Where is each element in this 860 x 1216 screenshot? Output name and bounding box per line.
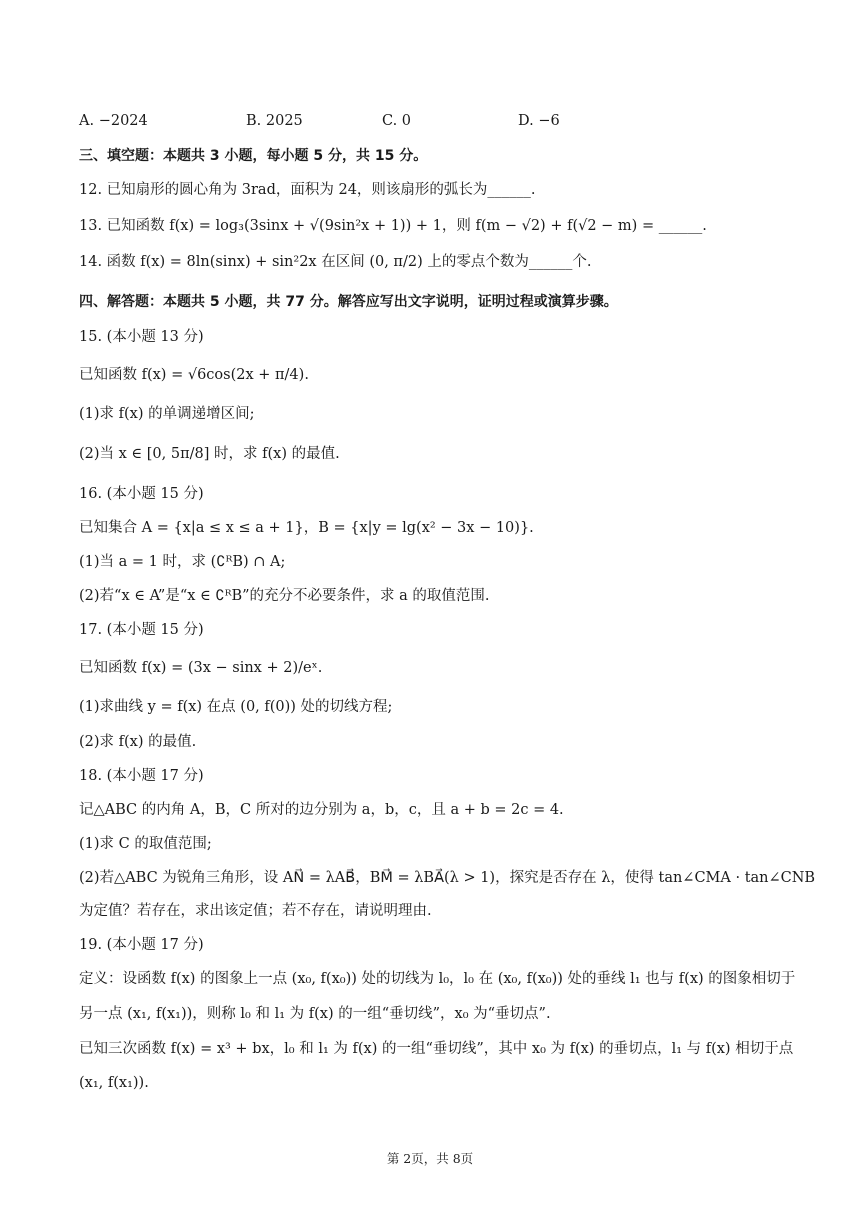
question-18-part-2b: 为定值？若存在，求出该定值；若不存在，请说明理由. [79,903,432,919]
question-16-stem: 已知集合 A = {x|a ≤ x ≤ a + 1}，B = {x|y = lg(x² − 3x − 10)}. [79,520,534,536]
question-15-stem: 已知函数 f(x) = √6cos(2x + π/4). [79,367,309,383]
section-heading-answer: 四、解答题：本题共 5 小题，共 77 分。解答应写出文字说明，证明过程或演算步骤。 [79,294,618,310]
option-c: C. 0 [382,113,412,129]
option-a: A. −2024 [79,113,148,129]
question-18-stem: 记△ABC 的内角 A，B，C 所对的边分别为 a，b，c，且 a + b = 2c = 4. [79,802,564,818]
question-15-part-1: (1)求 f(x) 的单调递增区间; [79,406,255,422]
question-15-title: 15. (本小题 13 分) [79,329,204,345]
option-d: D. −6 [518,113,560,129]
option-b: B. 2025 [246,113,303,129]
question-16-part-1: (1)当 a = 1 时，求 (∁ᴿB) ∩ A; [79,554,286,570]
question-19-title: 19. (本小题 17 分) [79,937,204,953]
question-19-stem-1: 已知三次函数 f(x) = x³ + bx，l₀ 和 l₁ 为 f(x) 的一组“垂切线”，其中 x₀ 为 f(x) 的垂切点，l₁ 与 f(x) 相切于点 [79,1041,794,1057]
question-15-part-2: (2)当 x ∈ [0, 5π/8] 时，求 f(x) 的最值. [79,446,340,462]
question-18-part-2a: (2)若△ABC 为锐角三角形，设 AN⃗ = λAB⃗，BM⃗ = λBA⃗(λ > 1)，探究是否存在 λ，使得 tan∠CMA · tan∠CNB [79,870,816,886]
question-19-stem-2: (x₁, f(x₁)). [79,1075,149,1091]
question-13: 13. 已知函数 f(x) = log₃(3sinx + √(9sin²x + 1)) + 1，则 f(m − √2) + f(√2 − m) = ______. [79,218,707,234]
page-footer: 第 2页，共 8页 [386,1151,474,1166]
question-17-title: 17. (本小题 15 分) [79,622,204,638]
question-19-definition-2: 另一点 (x₁, f(x₁))，则称 l₀ 和 l₁ 为 f(x) 的一组“垂切线”，x₀ 为“垂切点”. [79,1006,551,1022]
question-14: 14. 函数 f(x) = 8ln(sinx) + sin²2x 在区间 (0, π/2) 上的零点个数为______个. [79,254,592,270]
question-19-definition-1: 定义：设函数 f(x) 的图象上一点 (x₀, f(x₀)) 处的切线为 l₀，l₀ 在 (x₀, f(x₀)) 处的垂线 l₁ 也与 f(x) 的图象相切于 [79,971,796,987]
question-16-part-2: (2)若“x ∈ A”是“x ∈ ∁ᴿB”的充分不必要条件，求 a 的取值范围. [79,588,490,604]
section-heading-fill-in: 三、填空题：本题共 3 小题，每小题 5 分，共 15 分。 [79,148,428,164]
question-16-title: 16. (本小题 15 分) [79,486,204,502]
question-17-part-1: (1)求曲线 y = f(x) 在点 (0, f(0)) 处的切线方程; [79,699,393,715]
question-17-stem: 已知函数 f(x) = (3x − sinx + 2)/eˣ. [79,660,323,676]
question-12: 12. 已知扇形的圆心角为 3rad，面积为 24，则该扇形的弧长为______. [79,182,536,198]
question-18-title: 18. (本小题 17 分) [79,768,204,784]
question-17-part-2: (2)求 f(x) 的最值. [79,734,197,750]
question-18-part-1: (1)求 C 的取值范围; [79,836,212,852]
